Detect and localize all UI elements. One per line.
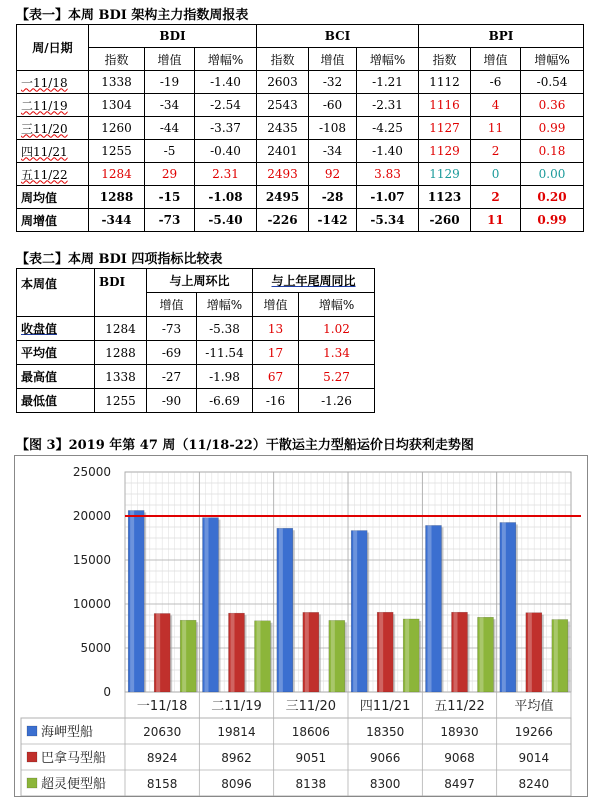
y-tick-label: 0 <box>103 685 111 699</box>
table-cell: 0 <box>471 163 521 186</box>
table-cell: -1.26 <box>299 389 375 413</box>
x-tick-label: 平均值 <box>514 699 554 714</box>
x-tick-label: 一11/18 <box>136 699 188 714</box>
bar-highlight <box>554 619 558 692</box>
table-cell: -1.40 <box>195 71 257 94</box>
data-label: 8158 <box>146 777 178 791</box>
table-cell: -6.69 <box>197 389 253 413</box>
table-cell: 1127 <box>419 117 471 140</box>
table-cell: 3.83 <box>357 163 419 186</box>
data-label: 9051 <box>295 751 327 765</box>
subheader-pct: 增幅% <box>357 48 419 71</box>
group-header-bci: BCI <box>257 25 419 48</box>
bar-highlight <box>454 612 458 692</box>
week-value-header: 本周值 <box>17 269 95 317</box>
bar-highlight <box>480 617 484 692</box>
table-cell: 13 <box>253 317 299 341</box>
table-cell: -4.25 <box>357 117 419 140</box>
table2-caption: 【表二】本周 BDI 四项指标比较表 <box>16 252 223 267</box>
row-label: 周均值 <box>17 186 89 209</box>
legend-label: 巴拿马型船 <box>41 751 107 766</box>
table-cell: -11.54 <box>197 341 253 365</box>
subheader-pct: 增幅% <box>521 48 584 71</box>
data-label: 18350 <box>366 725 405 739</box>
table-cell: 2 <box>471 140 521 163</box>
table-cell: 2493 <box>257 163 309 186</box>
table-cell: -142 <box>309 209 357 232</box>
bar-highlight <box>156 613 160 692</box>
row-label: 一11/18 <box>17 71 89 94</box>
subheader-index: 指数 <box>419 48 471 71</box>
bar-highlight <box>279 528 283 692</box>
bar-highlight <box>353 531 357 692</box>
data-label: 9066 <box>369 751 401 765</box>
table-cell: -69 <box>147 341 197 365</box>
table-cell: -15 <box>145 186 195 209</box>
x-tick-label: 三11/20 <box>285 699 337 714</box>
table-cell: 11 <box>471 209 521 232</box>
table-cell: -108 <box>309 117 357 140</box>
table-cell: 2 <box>471 186 521 209</box>
x-tick-label: 二11/19 <box>211 699 262 714</box>
table-cell: 92 <box>309 163 357 186</box>
table-cell: 1288 <box>95 341 147 365</box>
bar-highlight <box>502 522 506 692</box>
table-cell: 1338 <box>95 365 147 389</box>
group-header-bdi: BDI <box>89 25 257 48</box>
bdi-weekly-table <box>16 24 584 232</box>
y-tick-label: 20000 <box>72 509 111 523</box>
subheader-pct: 增幅% <box>195 48 257 71</box>
table-cell: -34 <box>309 140 357 163</box>
table-cell: 1.02 <box>299 317 375 341</box>
data-label: 18606 <box>291 725 330 739</box>
table-row <box>17 94 584 117</box>
table-cell: -44 <box>145 117 195 140</box>
table-cell: -73 <box>147 317 197 341</box>
x-tick-label: 四11/21 <box>359 699 411 714</box>
bar-highlight <box>130 510 134 692</box>
row-label: 周增值 <box>17 209 89 232</box>
table-cell: -19 <box>145 71 195 94</box>
bdi-header: BDI <box>95 269 147 317</box>
table-cell: -34 <box>145 94 195 117</box>
legend-swatch <box>27 778 37 788</box>
profit-chart-svg <box>15 456 587 796</box>
profit-chart <box>14 455 588 797</box>
group-header-bpi: BPI <box>419 25 584 48</box>
table-cell: -5 <box>145 140 195 163</box>
table-row <box>17 389 375 413</box>
data-label: 19266 <box>514 725 553 739</box>
bar-highlight <box>331 620 335 692</box>
subheader-index: 指数 <box>89 48 145 71</box>
table-cell: 2435 <box>257 117 309 140</box>
data-label: 8497 <box>444 777 475 791</box>
table-cell: -0.54 <box>521 71 584 94</box>
table1-caption: 【表一】本周 BDI 架构主力指数周报表 <box>16 8 249 23</box>
bar-highlight <box>428 525 432 692</box>
legend-label: 超灵便型船 <box>41 777 107 792</box>
table-cell: 2.31 <box>195 163 257 186</box>
row-label: 五11/22 <box>17 163 89 186</box>
subheader-change: 增值 <box>309 48 357 71</box>
table-cell: -28 <box>309 186 357 209</box>
table-cell: -2.54 <box>195 94 257 117</box>
table-cell: 17 <box>253 341 299 365</box>
legend-label: 海岬型船 <box>41 725 94 740</box>
figure3-caption: 【图 3】2019 年第 47 周（11/18-22）干散运主力型船运价日均获利走势图 <box>16 438 474 453</box>
data-label: 8924 <box>146 751 178 765</box>
x-tick-label: 五11/22 <box>434 699 485 714</box>
table-row <box>17 117 584 140</box>
subheader-change: 增值 <box>145 48 195 71</box>
table-cell: 0.20 <box>521 186 584 209</box>
table-cell: 0.18 <box>521 140 584 163</box>
table-row <box>17 140 584 163</box>
table-cell: 1284 <box>89 163 145 186</box>
table-cell: 1116 <box>419 94 471 117</box>
table-cell: -1.21 <box>357 71 419 94</box>
table-row <box>17 163 584 186</box>
table-cell: 0.00 <box>521 163 584 186</box>
table-cell: -1.07 <box>357 186 419 209</box>
data-label: 8240 <box>518 777 550 791</box>
table-cell: 1338 <box>89 71 145 94</box>
data-label: 8300 <box>369 777 401 791</box>
subheader-index: 指数 <box>257 48 309 71</box>
table-row <box>17 317 375 341</box>
table-cell: -3.37 <box>195 117 257 140</box>
table-cell: 2543 <box>257 94 309 117</box>
bdi-comparison-table <box>16 268 375 413</box>
legend-swatch <box>27 752 37 762</box>
row-label: 二11/19 <box>17 94 89 117</box>
row-label: 平均值 <box>17 341 95 365</box>
table-row <box>17 209 584 232</box>
table-cell: -27 <box>147 365 197 389</box>
table-cell: -0.40 <box>195 140 257 163</box>
bar-highlight <box>379 612 383 692</box>
table-cell: 1123 <box>419 186 471 209</box>
y-tick-label: 15000 <box>72 553 111 567</box>
table-cell: 2401 <box>257 140 309 163</box>
bar-highlight <box>528 613 532 692</box>
table-cell: 1255 <box>89 140 145 163</box>
table-cell: 1129 <box>419 140 471 163</box>
row-label: 四11/21 <box>17 140 89 163</box>
bar-highlight <box>405 619 409 692</box>
subheader-change: 增值 <box>471 48 521 71</box>
bar-highlight <box>231 613 235 692</box>
date-header: 周/日期 <box>17 25 89 71</box>
table-cell: 2495 <box>257 186 309 209</box>
y-tick-label: 5000 <box>80 641 111 655</box>
data-label: 18930 <box>440 725 479 739</box>
table-cell: -60 <box>309 94 357 117</box>
row-label: 三11/20 <box>17 117 89 140</box>
table-cell: 1255 <box>95 389 147 413</box>
table-cell: -1.98 <box>197 365 253 389</box>
table-cell: 1304 <box>89 94 145 117</box>
subheader-change: 增值 <box>147 293 197 317</box>
bar-highlight <box>182 620 186 692</box>
table-cell: -226 <box>257 209 309 232</box>
table-cell: -32 <box>309 71 357 94</box>
table-cell: -5.40 <box>195 209 257 232</box>
legend-swatch <box>27 726 37 736</box>
table-cell: -344 <box>89 209 145 232</box>
y-tick-label: 25000 <box>72 465 111 479</box>
table-cell: 1.34 <box>299 341 375 365</box>
table-cell: -90 <box>147 389 197 413</box>
table-cell: 29 <box>145 163 195 186</box>
data-label: 8138 <box>295 777 327 791</box>
table-cell: -73 <box>145 209 195 232</box>
table-row <box>17 186 584 209</box>
table-cell: -2.31 <box>357 94 419 117</box>
table-cell: 1288 <box>89 186 145 209</box>
data-label: 19814 <box>217 725 256 739</box>
table-row <box>17 341 375 365</box>
table-cell: 0.36 <box>521 94 584 117</box>
bar-highlight <box>257 621 261 692</box>
bar-highlight <box>205 518 209 692</box>
table-cell: 4 <box>471 94 521 117</box>
table-row <box>17 71 584 94</box>
table-cell: 11 <box>471 117 521 140</box>
table-row <box>17 365 375 389</box>
table-cell: 0.99 <box>521 209 584 232</box>
table-cell: 2603 <box>257 71 309 94</box>
data-label: 9014 <box>518 751 550 765</box>
table-cell: -5.34 <box>357 209 419 232</box>
table-cell: -260 <box>419 209 471 232</box>
subheader-pct: 增幅% <box>299 293 375 317</box>
table-cell: -16 <box>253 389 299 413</box>
table-cell: 1260 <box>89 117 145 140</box>
subheader-change: 增值 <box>253 293 299 317</box>
table-cell: 0.99 <box>521 117 584 140</box>
data-label: 9068 <box>444 751 475 765</box>
row-label: 收盘值 <box>17 317 95 341</box>
table-cell: -6 <box>471 71 521 94</box>
row-label: 最高值 <box>17 365 95 389</box>
wow-header: 与上周环比 <box>147 269 253 293</box>
table-cell: 5.27 <box>299 365 375 389</box>
table-cell: 1112 <box>419 71 471 94</box>
yoy-header: 与上年尾周同比 <box>253 269 375 293</box>
y-tick-label: 10000 <box>72 597 111 611</box>
table-cell: -1.40 <box>357 140 419 163</box>
subheader-pct: 增幅% <box>197 293 253 317</box>
table-cell: -5.38 <box>197 317 253 341</box>
data-label: 8962 <box>221 751 252 765</box>
data-label: 20630 <box>143 725 182 739</box>
bar-highlight <box>305 612 309 692</box>
table-cell: 1129 <box>419 163 471 186</box>
table-cell: -1.08 <box>195 186 257 209</box>
data-label: 8096 <box>221 777 252 791</box>
table-cell: 1284 <box>95 317 147 341</box>
table-cell: 67 <box>253 365 299 389</box>
row-label: 最低值 <box>17 389 95 413</box>
